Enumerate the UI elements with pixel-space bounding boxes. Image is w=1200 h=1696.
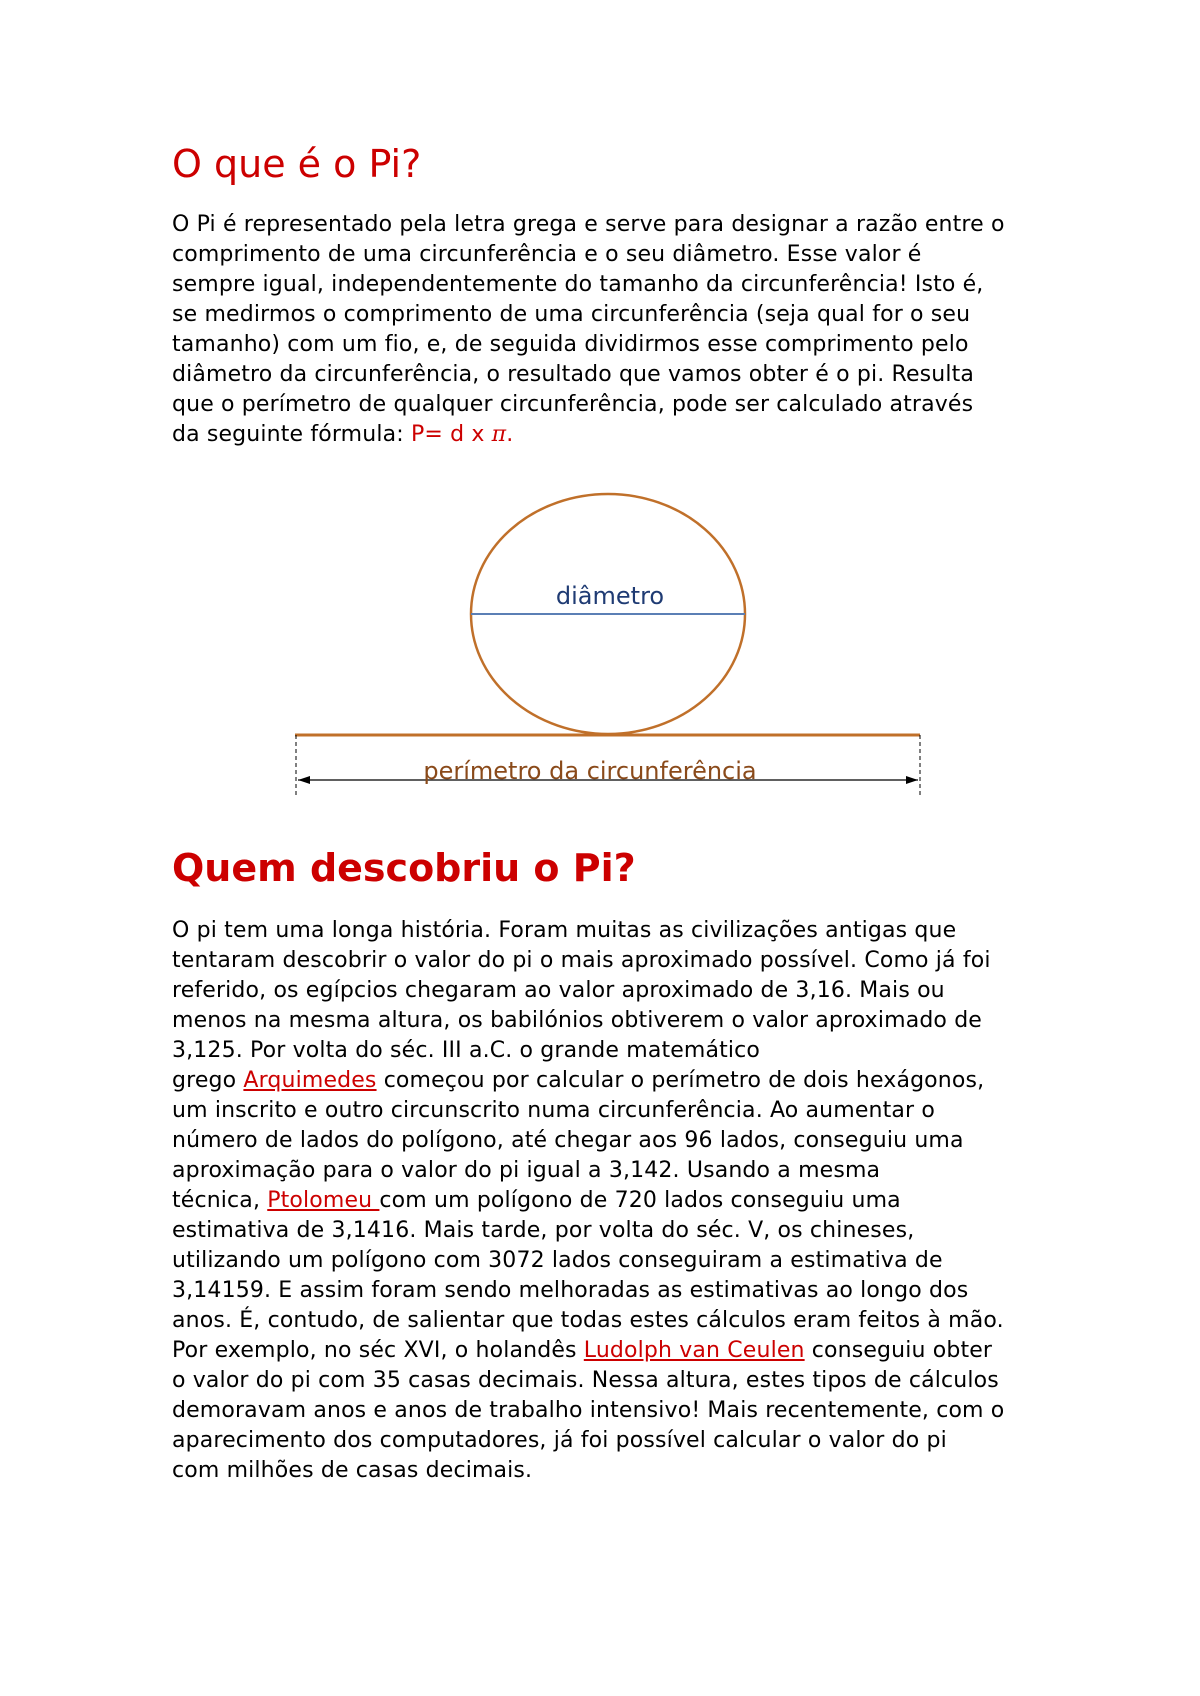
paragraph-line: número de lados do polígono, até chegar aos 96 lados, conseguiu uma [172,1128,964,1153]
paragraph-line: se medirmos o comprimento de uma circunferência (seja qual for o seu [172,302,971,327]
paragraph-line [172,1066,1052,1096]
paragraph-line: referido, os egípcios chegaram ao valor aproximado de 3,16. Mais ou [172,978,945,1003]
paragraph-line: 3,125. Por volta do séc. III a.C. o grande matemático [172,1038,761,1063]
paragraph-history-of-pi [172,916,1052,1486]
paragraph-line: tamanho) com um fio, e, de seguida dividirmos esse comprimento pelo [172,332,969,357]
paragraph-line: diâmetro da circunferência, o resultado que vamos obter é o pi. Resulta [172,362,975,387]
link-ludolph-van-ceulen[interactable]: Ludolph van Ceulen [583,1338,805,1363]
paragraph-line: demoravam anos e anos de trabalho intensivo! Mais recentemente, com o [172,1398,1005,1423]
formula-intro: da seguinte fórmula: [172,422,411,447]
paragraph-line: sempre igual, independentemente do tamanho da circunferência! Isto é, [172,272,984,297]
arrow-right-head [906,776,918,784]
paragraph-line: com milhões de casas decimais. [172,1458,533,1483]
paragraph-line: 3,14159. E assim foram sendo melhoradas as estimativas ao longo dos [172,1278,969,1303]
paragraph-line: comprimento de uma circunferência e o seu diâmetro. Esse valor é [172,242,922,267]
paragraph-line: utilizando um polígono com 3072 lados conseguiram a estimativa de [172,1248,943,1273]
diameter-label: diâmetro [555,582,665,610]
paragraph-line: que o perímetro de qualquer circunferência, pode ser calculado através [172,392,974,417]
formula-end: . [506,422,514,447]
paragraph-line: o valor do pi com 35 casas decimais. Nessa altura, estes tipos de cálculos [172,1368,999,1393]
formula-text: P= d x [410,422,492,447]
heading-who-discovered-pi: Quem descobriu o Pi? [172,846,636,890]
text-fragment: grego [172,1068,244,1093]
paragraph-line: O Pi é representado pela letra grega e serve para designar a razão entre o [172,212,1005,237]
formula [411,422,513,447]
paragraph-line: aproximação para o valor do pi igual a 3,142. Usando a mesma [172,1158,881,1183]
circle-perimeter-diagram [280,480,940,800]
perimeter-label: perímetro da circunferência [423,757,757,785]
text-fragment: começou por calcular o perímetro de dois hexágonos, [376,1068,985,1093]
paragraph-line: O pi tem uma longa história. Foram muitas as civilizações antigas que [172,918,957,943]
paragraph-line-formula [172,420,1052,450]
text-fragment: com um polígono de 720 lados conseguiu uma [379,1188,901,1213]
text-fragment: técnica, [172,1188,268,1213]
text-fragment: conseguiu obter [804,1338,993,1363]
link-arquimedes[interactable]: Arquimedes [243,1068,377,1093]
paragraph-line: tentaram descobrir o valor do pi o mais aproximado possível. Como já foi [172,948,991,973]
arrow-left-head [298,776,310,784]
paragraph-line: anos. É, contudo, de salientar que todas estes cálculos eram feitos à mão. [172,1308,1004,1333]
paragraph-line: aparecimento dos computadores, já foi possível calcular o valor do pi [172,1428,947,1453]
paragraph-line: um inscrito e outro circunscrito numa circunferência. Ao aumentar o [172,1098,935,1123]
paragraph-what-is-pi [172,210,1052,450]
text-fragment: Por exemplo, no séc XVI, o holandês [172,1338,584,1363]
paragraph-line [172,1336,1052,1366]
link-ptolomeu[interactable]: Ptolomeu [267,1188,380,1213]
paragraph-line: menos na mesma altura, os babilónios obtiverem o valor aproximado de [172,1008,982,1033]
pi-symbol: π [491,422,507,447]
paragraph-line [172,1186,1052,1216]
heading-what-is-pi: O que é o Pi? [172,142,422,186]
paragraph-line: estimativa de 3,1416. Mais tarde, por volta do séc. V, os chineses, [172,1218,915,1243]
